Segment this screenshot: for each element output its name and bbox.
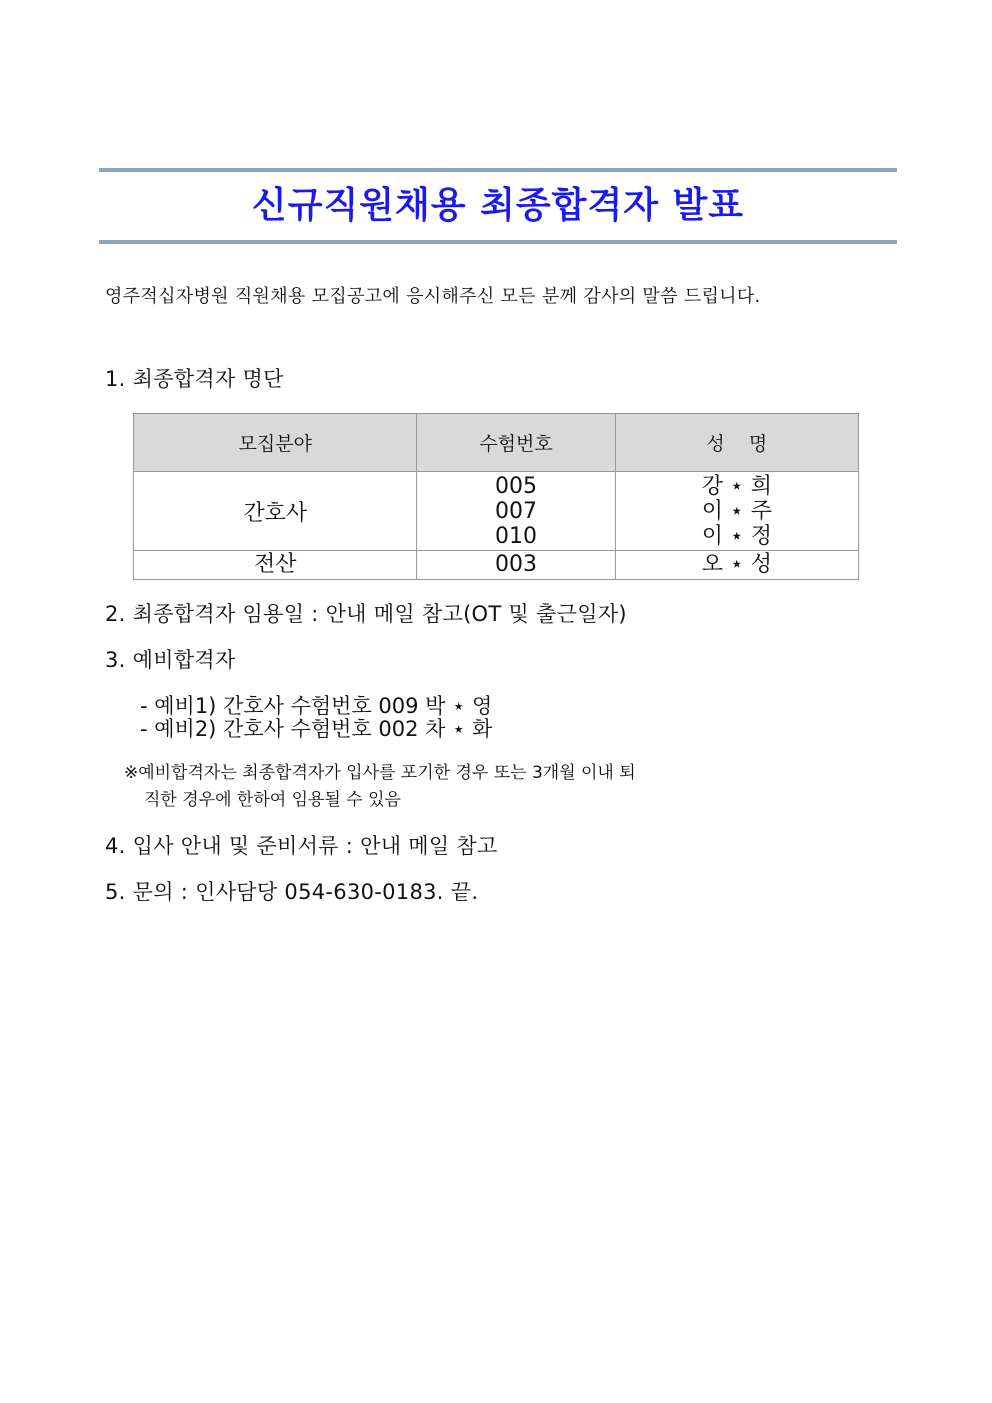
exam-number: 005 (495, 473, 538, 499)
title-top-rule (99, 168, 897, 172)
section-onboarding: 4. 입사 안내 및 준비서류 : 안내 메일 참고 (105, 834, 498, 858)
header-name: 성 명 (615, 414, 858, 472)
section-final-list-heading: 1. 최종합격자 명단 (105, 367, 284, 391)
candidate-name: 오 ⋆ 성 (615, 551, 858, 580)
page-title: 신규직원채용 최종합격자 발표 (251, 185, 745, 226)
exam-number: 003 (417, 551, 615, 580)
cell-numbers (417, 472, 615, 551)
table-header-row (134, 414, 859, 472)
header-exam-number: 수험번호 (417, 414, 615, 472)
section-start-date: 2. 최종합격자 임용일 : 안내 메일 참고(OT 및 출근일자) (105, 602, 627, 626)
candidate-name: 이 ⋆ 주 (701, 498, 772, 524)
candidate-name: 이 ⋆ 정 (701, 523, 772, 549)
candidate-name: 강 ⋆ 희 (701, 473, 772, 499)
intro-text: 영주적십자병원 직원채용 모집공고에 응시해주신 모든 분께 감사의 말씀 드립니다. (105, 286, 761, 307)
exam-number: 010 (495, 523, 538, 549)
reserve-item: - 예비1) 간호사 수험번호 009 박 ⋆ 영 (140, 694, 493, 718)
reserve-item: - 예비2) 간호사 수험번호 002 차 ⋆ 화 (140, 717, 493, 741)
exam-number: 007 (495, 498, 538, 524)
header-field: 모집분야 (134, 414, 417, 472)
table-row (134, 472, 859, 551)
section-contact: 5. 문의 : 인사담당 054-630-0183. 끝. (105, 880, 479, 904)
reserve-note-line: 직한 경우에 한하여 임용될 수 있음 (144, 790, 401, 810)
cell-names (615, 472, 858, 551)
table-row (134, 551, 859, 580)
cell-field: 간호사 (134, 472, 417, 551)
reserve-note-line: ※예비합격자는 최종합격자가 입사를 포기한 경우 또는 3개월 이내 퇴 (124, 763, 636, 783)
section-reserve-heading: 3. 예비합격자 (105, 648, 236, 672)
title-bottom-rule (99, 240, 897, 244)
cell-field: 전산 (134, 551, 417, 580)
final-results-table (133, 413, 859, 580)
